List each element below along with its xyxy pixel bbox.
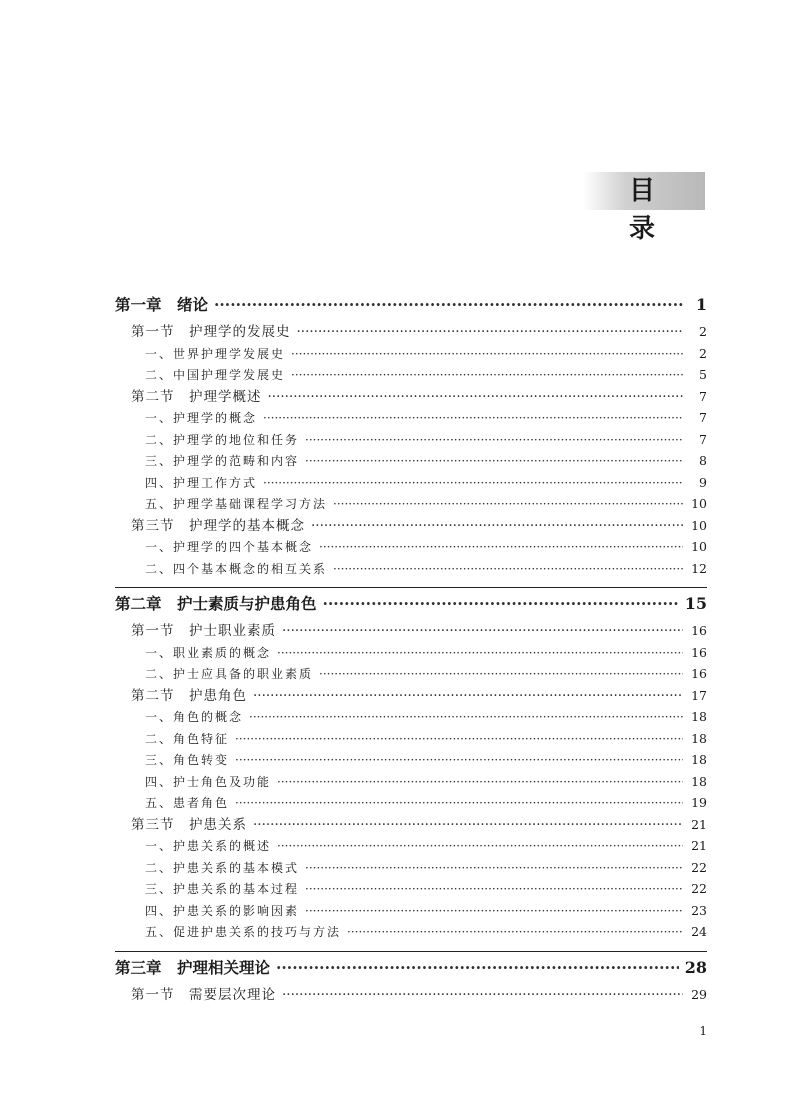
dot-leader [305, 858, 683, 880]
toc-item-label: 一、角色的概念 [145, 710, 244, 724]
toc-item-page: 24 [691, 924, 707, 939]
dot-leader [263, 473, 683, 495]
dot-leader [235, 729, 683, 751]
toc-chapter-label: 第一章 绪论 [115, 295, 209, 314]
toc-item-label: 四、护患关系的影响因素 [145, 903, 300, 918]
toc-item-label: 四、护士角色及功能 [145, 774, 272, 789]
toc-item-label: 一、世界护理学发展史 [145, 346, 286, 361]
toc-chapter-page: 28 [684, 957, 707, 977]
page-number: 1 [699, 1024, 707, 1038]
toc-section-label: 第一节 护理学的发展史 [131, 324, 291, 340]
toc-item-page: 12 [691, 560, 707, 576]
toc-section-label: 第二节 护理学概述 [131, 388, 262, 405]
toc-item[interactable] [115, 663, 707, 685]
toc-item-label: 五、促进护患关系的技巧与方法 [145, 925, 342, 939]
toc-item-page: 2 [699, 345, 707, 361]
toc-section-page: 17 [691, 687, 707, 703]
toc-item-page: 7 [699, 431, 707, 447]
dot-leader [319, 664, 683, 686]
toc-item-page: 18 [691, 773, 707, 789]
dot-leader [323, 588, 679, 620]
toc-item[interactable] [115, 835, 707, 857]
dot-leader [311, 516, 683, 538]
toc-item[interactable] [115, 364, 707, 386]
toc-section-label: 第三节 护患关系 [131, 816, 247, 833]
dot-leader [333, 559, 683, 581]
toc-chapter[interactable] [115, 588, 707, 620]
toc-section-label: 第三节 护理学的基本概念 [131, 517, 305, 534]
toc-section-page: 16 [691, 623, 707, 638]
toc-item[interactable] [115, 921, 707, 943]
toc-item-page: 16 [691, 666, 707, 681]
dot-leader [277, 643, 683, 665]
toc-item[interactable] [115, 472, 707, 494]
toc-item[interactable] [115, 536, 707, 558]
dot-leader [305, 451, 683, 473]
dot-leader [305, 879, 683, 901]
toc-item-label: 一、职业素质的概念 [145, 645, 272, 660]
dot-leader [253, 686, 683, 708]
toc-item[interactable] [115, 429, 707, 451]
toc-item-label: 四、护理工作方式 [145, 475, 258, 490]
dot-leader [235, 750, 683, 772]
toc-item-page: 23 [691, 902, 707, 918]
toc-item-page: 9 [699, 474, 707, 490]
table-of-contents [115, 289, 707, 1005]
toc-section-label: 第二节 护患角色 [131, 687, 247, 704]
toc-item-label: 二、角色特征 [145, 731, 230, 746]
toc-section-page: 29 [691, 986, 707, 1002]
toc-section-page: 2 [699, 324, 707, 339]
dot-leader [249, 707, 683, 729]
toc-item-label: 二、护患关系的基本模式 [145, 860, 300, 875]
dot-leader [276, 952, 679, 984]
toc-chapter-page: 1 [695, 295, 707, 314]
toc-chapter-label: 第三章 护理相关理论 [115, 957, 271, 977]
toc-section-page: 21 [691, 816, 707, 832]
toc-item-label: 三、角色转变 [145, 753, 230, 767]
toc-section[interactable] [115, 515, 707, 537]
toc-item-label: 一、护理学的四个基本概念 [145, 540, 314, 554]
dot-leader [291, 344, 683, 366]
toc-item-page: 18 [691, 730, 707, 746]
toc-section-label: 第一节 需要层次理论 [131, 986, 276, 1003]
toc-item-label: 一、护理学的概念 [145, 411, 258, 425]
dot-leader [282, 621, 683, 643]
dot-leader [277, 772, 683, 794]
toc-item[interactable] [115, 706, 707, 728]
dot-leader [253, 815, 683, 837]
dot-leader [333, 494, 683, 516]
toc-section-page: 7 [699, 388, 707, 404]
dot-leader [277, 836, 683, 858]
dot-leader [305, 901, 683, 923]
dot-leader [297, 322, 684, 344]
toc-item-label: 二、护士应具备的职业素质 [145, 667, 314, 681]
toc-item-label: 二、中国护理学发展史 [145, 368, 286, 382]
toc-item-page: 22 [691, 881, 707, 896]
toc-section[interactable] [115, 814, 707, 836]
toc-chapter-page: 15 [684, 594, 707, 613]
toc-section[interactable] [115, 321, 707, 343]
page-title: 目 录 [628, 176, 677, 244]
dot-leader [263, 408, 683, 430]
toc-item[interactable] [115, 857, 707, 879]
toc-item-label: 五、患者角色 [145, 796, 230, 810]
toc-item[interactable] [115, 642, 707, 664]
toc-chapter[interactable] [115, 952, 707, 984]
toc-item-page: 16 [691, 644, 707, 660]
toc-section[interactable] [115, 620, 707, 642]
dot-leader [214, 289, 683, 321]
toc-item-label: 二、四个基本概念的相互关系 [145, 561, 328, 576]
toc-item-page: 10 [691, 496, 707, 511]
toc-item[interactable] [115, 558, 707, 580]
dot-leader [347, 922, 683, 944]
toc-item[interactable] [115, 792, 707, 814]
dot-leader [235, 793, 683, 815]
toc-item-label: 五、护理学基础课程学习方法 [145, 497, 328, 511]
toc-item-page: 5 [699, 367, 707, 382]
dot-leader [305, 430, 683, 452]
toc-item-label: 三、护患关系的基本过程 [145, 882, 300, 896]
toc-item[interactable] [115, 343, 707, 365]
toc-chapter-label: 第二章 护士素质与护患角色 [115, 594, 317, 613]
toc-chapter[interactable] [115, 289, 707, 321]
toc-item-page: 18 [691, 709, 707, 724]
title-banner [583, 172, 705, 244]
toc-item[interactable] [115, 407, 707, 429]
toc-section[interactable] [115, 386, 707, 408]
toc-item-page: 7 [699, 410, 707, 425]
toc-item-page: 19 [691, 795, 707, 810]
toc-section-page: 10 [691, 517, 707, 533]
toc-item[interactable] [115, 450, 707, 472]
dot-leader [319, 537, 683, 559]
toc-item[interactable] [115, 900, 707, 922]
dot-leader [282, 985, 683, 1007]
toc-item[interactable] [115, 771, 707, 793]
toc-item[interactable] [115, 728, 707, 750]
toc-item-label: 三、护理学的范畴和内容 [145, 454, 300, 468]
dot-leader [291, 365, 683, 387]
toc-item[interactable] [115, 749, 707, 771]
toc-item-page: 21 [691, 838, 707, 853]
toc-item-page: 18 [691, 752, 707, 767]
toc-item-label: 一、护患关系的概述 [145, 839, 272, 853]
toc-section[interactable] [115, 685, 707, 707]
toc-item-page: 22 [691, 859, 707, 875]
dot-leader [268, 387, 684, 409]
toc-section[interactable] [115, 984, 707, 1006]
toc-item[interactable] [115, 493, 707, 515]
toc-item-label: 二、护理学的地位和任务 [145, 432, 300, 447]
toc-section-label: 第一节 护士职业素质 [131, 623, 276, 639]
toc-item-page: 10 [691, 539, 707, 554]
toc-item-page: 8 [699, 453, 707, 468]
toc-item[interactable] [115, 878, 707, 900]
